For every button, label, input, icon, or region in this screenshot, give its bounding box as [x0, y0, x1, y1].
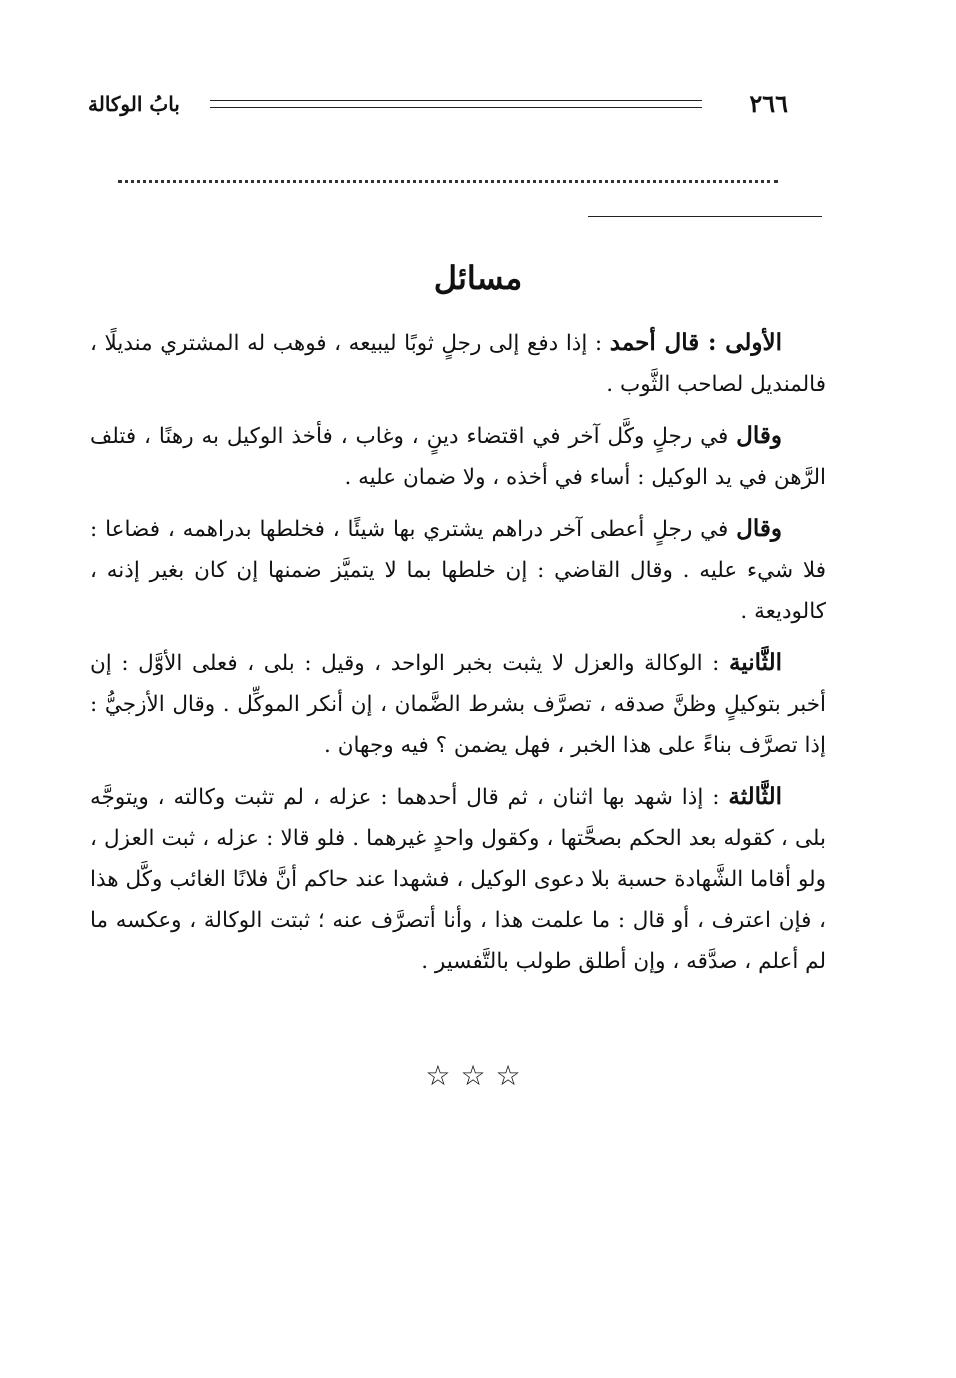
paragraph-first-issue [90, 322, 826, 405]
paragraph-second-issue [90, 642, 826, 766]
paragraph-text: : إذا شهد بها اثنان ، ثم قال أحدهما : عزله ، لم تثبت وكالته ، ويتوجَّه بلى ، كقوله بعد الحكم بصحَّتها ، وكقول واحدٍ غيرهما . فلو قالا : عزله ، ثبت العزل ، ولو أقاما الشَّهادة حسبة بلا دعوى الوكيل ، فشهدا عند حاكم أنَّ فلانًا الغائب وكَّل هذا ، فإن اعترف ، أو قال : ما علمت هذا ، وأنا أتصرَّف عنه ؛ ثبتت الوكالة ، وعكسه ما لم أعلم ، صدَّقه ، وإن أطلق طولب بالتَّفسير . [90, 785, 826, 974]
header-double-rule [210, 100, 702, 108]
paragraph-pawn-case [90, 415, 826, 498]
paragraph-dirhams-case [90, 508, 826, 632]
page-number: ٢٦٦ [749, 89, 788, 118]
paragraph-third-issue [90, 776, 826, 982]
end-ornament-stars: ☆☆☆ [425, 1059, 531, 1092]
section-title: مسائل [433, 259, 523, 297]
paragraph-lead: الثَّانية [728, 649, 782, 676]
paragraph-lead: الثَّالثة [728, 783, 782, 810]
paragraph-text: في رجلٍ وكَّل آخر في اقتضاء دينٍ ، وغاب ، فأخذ الوكيل به رهنًا ، فتلف الرَّهن في يد الوكيل : أساء في أخذه ، ولا ضمان عليه . [90, 424, 826, 490]
page-header [88, 86, 788, 126]
running-title: بابُ الوكالة [88, 92, 180, 116]
paragraph-text: : الوكالة والعزل لا يثبت بخبر الواحد ، وقيل : بلى ، فعلى الأوَّل : إن أخبر بتوكيلٍ وظنَّ صدقه ، تصرَّف بشرط الضَّمان ، إن أنكر الموكِّل . وقال الأزجيُّ : إذا تصرَّف بناءً على هذا الخبر ، فهل يضمن ؟ فيه وجهان . [90, 651, 826, 758]
paragraph-lead: وقال [736, 515, 782, 542]
short-rule [588, 216, 822, 217]
paragraph-text: : إذا دفع إلى رجلٍ ثوبًا ليبيعه ، فوهب له المشتري منديلًا ، فالمنديل لصاحب الثَّوب . [90, 331, 826, 397]
paragraph-text: في رجلٍ أعطى آخر دراهم يشتري بها شيئًا ، فخلطها بدراهمه ، فضاعا : فلا شيء عليه . وقال القاضي : إن خلطها بما لا يتميَّز ضمنها إن كان بغير إذنه ، كالوديعة . [90, 517, 826, 624]
paragraph-lead: وقال [736, 422, 782, 449]
paragraph-lead: الأولى : قال أحمد [609, 329, 782, 356]
dotted-separator [118, 180, 778, 183]
body-text [90, 322, 826, 992]
